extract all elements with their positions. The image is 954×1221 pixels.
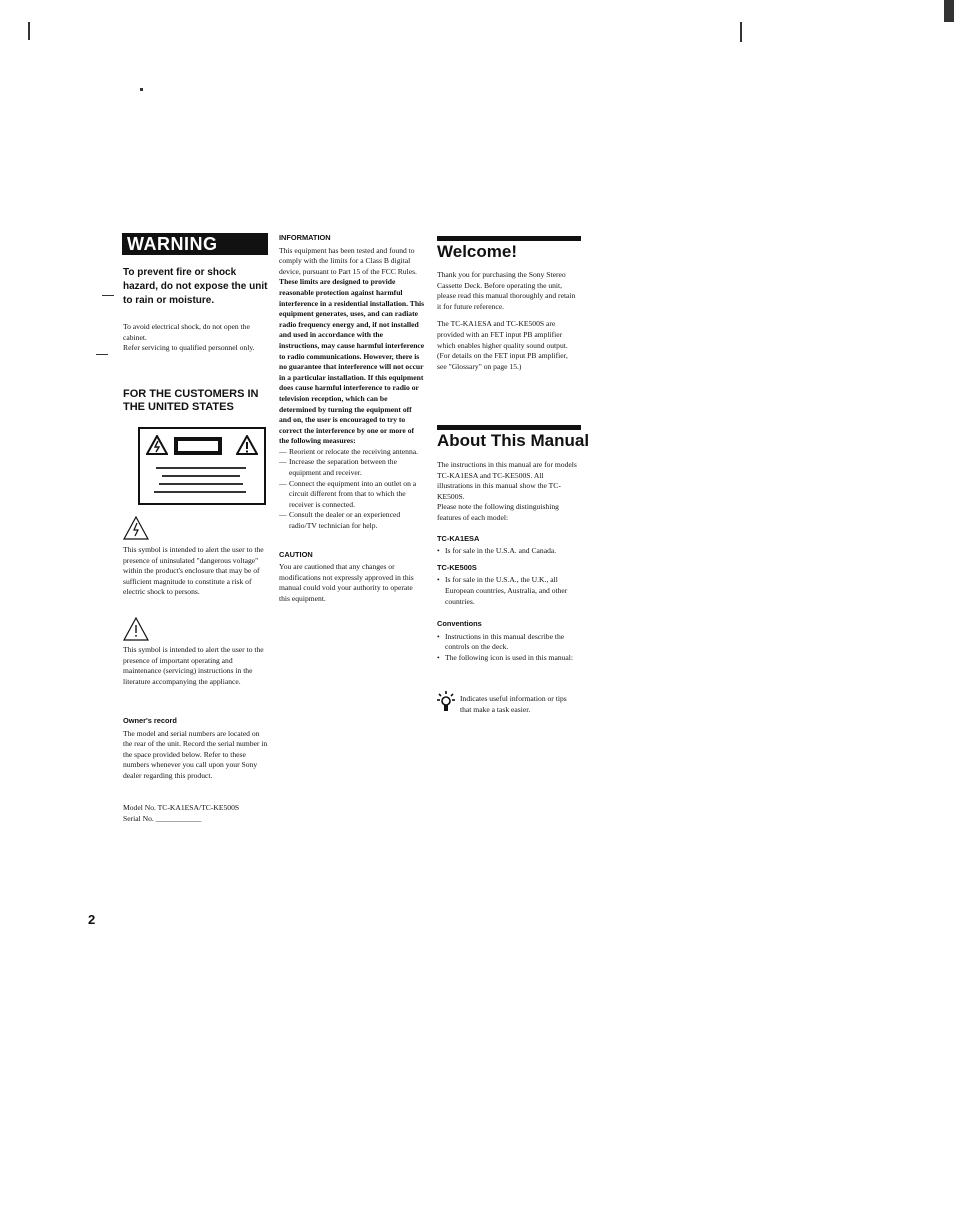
lightning-warning-icon <box>146 435 168 455</box>
welcome-heading: Welcome! <box>437 242 517 261</box>
label-black-panel <box>174 437 222 455</box>
model1-list <box>437 546 579 557</box>
welcome-p2: The TC-KA1ESA and TC-KE500S are provided with an FET input PB amplifier which enables higher quality sound output. (For details on the FET input PB amplifier, see "Glossary" on page 15.) <box>437 319 568 371</box>
model-number-line: Model No. TC-KA1ESA/TC-KE500S <box>123 803 240 812</box>
conventions-item: • Instructions in this manual describe the controls on the deck. <box>437 632 579 653</box>
about-p1: The instructions in this manual are for models TC-KA1ESA and TC-KE500S. All illustrations in this manual show the TC-KE500S. <box>437 460 577 501</box>
tip-bulb-icon <box>437 690 455 714</box>
information-column <box>279 233 425 612</box>
exclamation-warning-icon <box>236 435 258 455</box>
warning-shock-text: To avoid electrical shock, do not open the cabinet. <box>123 322 250 342</box>
about-text <box>437 460 579 670</box>
scan-mark <box>96 354 108 355</box>
label-fine-print <box>159 483 243 485</box>
warning-banner <box>122 233 268 255</box>
information-heading: INFORMATION <box>279 233 331 242</box>
exclamation-warning-icon <box>123 617 149 641</box>
measures-list <box>279 447 425 532</box>
scan-mark <box>28 22 30 40</box>
measure-item: — Reorient or relocate the receiving antenna. <box>279 447 425 458</box>
about-rule <box>437 425 581 430</box>
model1-item: • Is for sale in the U.S.A. and Canada. <box>437 546 579 557</box>
owners-record <box>123 716 268 789</box>
label-fine-print <box>154 491 246 493</box>
scan-mark <box>140 88 143 91</box>
information-p1: This equipment has been tested and found to comply with the limits for a Class B digital device, pursuant to Part 15 of the FCC Rules. <box>279 245 417 276</box>
measure-item: — Consult the dealer or an experienced radio/TV technician for help. <box>279 510 425 531</box>
information-p2: These limits are designed to provide reasonable protection against harmful interference in a residential installation. This equipment generates, uses, and can radiate radio frequency energy and, if not installed and used in accordance with the instructions, may cause harmful interference to radio communications. However, there is no guarantee that interference will not occur in a particular installation. If this equipment does cause harmful interference to radio or television reception, which can be determined by turning the equipment off and on, the user is encouraged to try to correct the interference by one or more of the following measures: <box>279 277 425 446</box>
conventions-heading: Conventions <box>437 619 482 629</box>
model2-list <box>437 575 579 607</box>
model1-heading: TC-KA1ESA <box>437 533 480 543</box>
scan-mark <box>944 0 954 22</box>
warning-paragraphs <box>123 322 265 361</box>
caution-label <box>138 427 266 505</box>
about-heading: About This Manual <box>437 431 590 450</box>
customers-heading: FOR THE CUSTOMERS IN THE UNITED STATES <box>123 388 259 413</box>
label-fine-print <box>156 467 246 469</box>
about-p2: Please note the following distinguishing features of each model: <box>437 502 559 522</box>
welcome-p1: Thank you for purchasing the Sony Stereo Cassette Deck. Before operating the unit, please read this manual thoroughly and retain it for future reference. <box>437 270 576 311</box>
warning-lead: To prevent fire or shock hazard, do not expose the unit to rain or moisture. <box>123 267 268 306</box>
measure-item: — Increase the separation between the equipment and receiver. <box>279 457 425 478</box>
owners-record-heading: Owner's record <box>123 716 177 725</box>
conventions-item: • The following icon is used in this manual: <box>437 653 579 664</box>
scan-mark <box>740 22 742 42</box>
model2-heading: TC-KE500S <box>437 562 477 572</box>
model-serial-lines <box>123 803 283 824</box>
warning-servicing-text: Refer servicing to qualified personnel only. <box>123 343 255 353</box>
label-fine-print <box>162 475 240 477</box>
caution-text: You are cautioned that any changes or modifications not expressly approved in this manual could void your authority to operate this equipment. <box>279 562 414 603</box>
welcome-text <box>437 270 577 379</box>
model2-item: • Is for sale in the U.S.A., the U.K., all European countries, Australia, and other countries. <box>437 575 579 607</box>
owners-record-text: The model and serial numbers are located on the rear of the unit. Record the serial number in the space provided below. Refer to these numbers whenever you call upon your Sony dealer regarding this product. <box>123 728 268 780</box>
lightning-warning-icon <box>123 516 149 540</box>
conventions-list <box>437 632 579 664</box>
welcome-rule <box>437 236 581 241</box>
tip-text: Indicates useful information or tips that make a task easier. <box>460 694 567 714</box>
caution-heading: CAUTION <box>279 549 313 559</box>
serial-number-line: Serial No. ____________ <box>123 813 202 823</box>
scan-mark <box>102 295 114 296</box>
measure-item: — Connect the equipment into an outlet on a circuit different from that to which the receiver is connected. <box>279 479 425 511</box>
symbol2-text: This symbol is intended to alert the user to the presence of important operating and maintenance (servicing) instructions in the literature accompanying the appliance. <box>123 645 264 686</box>
warning-banner-text: WARNING <box>127 234 218 254</box>
symbol1-text: This symbol is intended to alert the user to the presence of uninsulated "dangerous voltage" within the product's enclosure that may be of sufficient magnitude to constitute a risk of electric shock to persons. <box>123 545 264 597</box>
page-number: 2 <box>88 912 96 927</box>
